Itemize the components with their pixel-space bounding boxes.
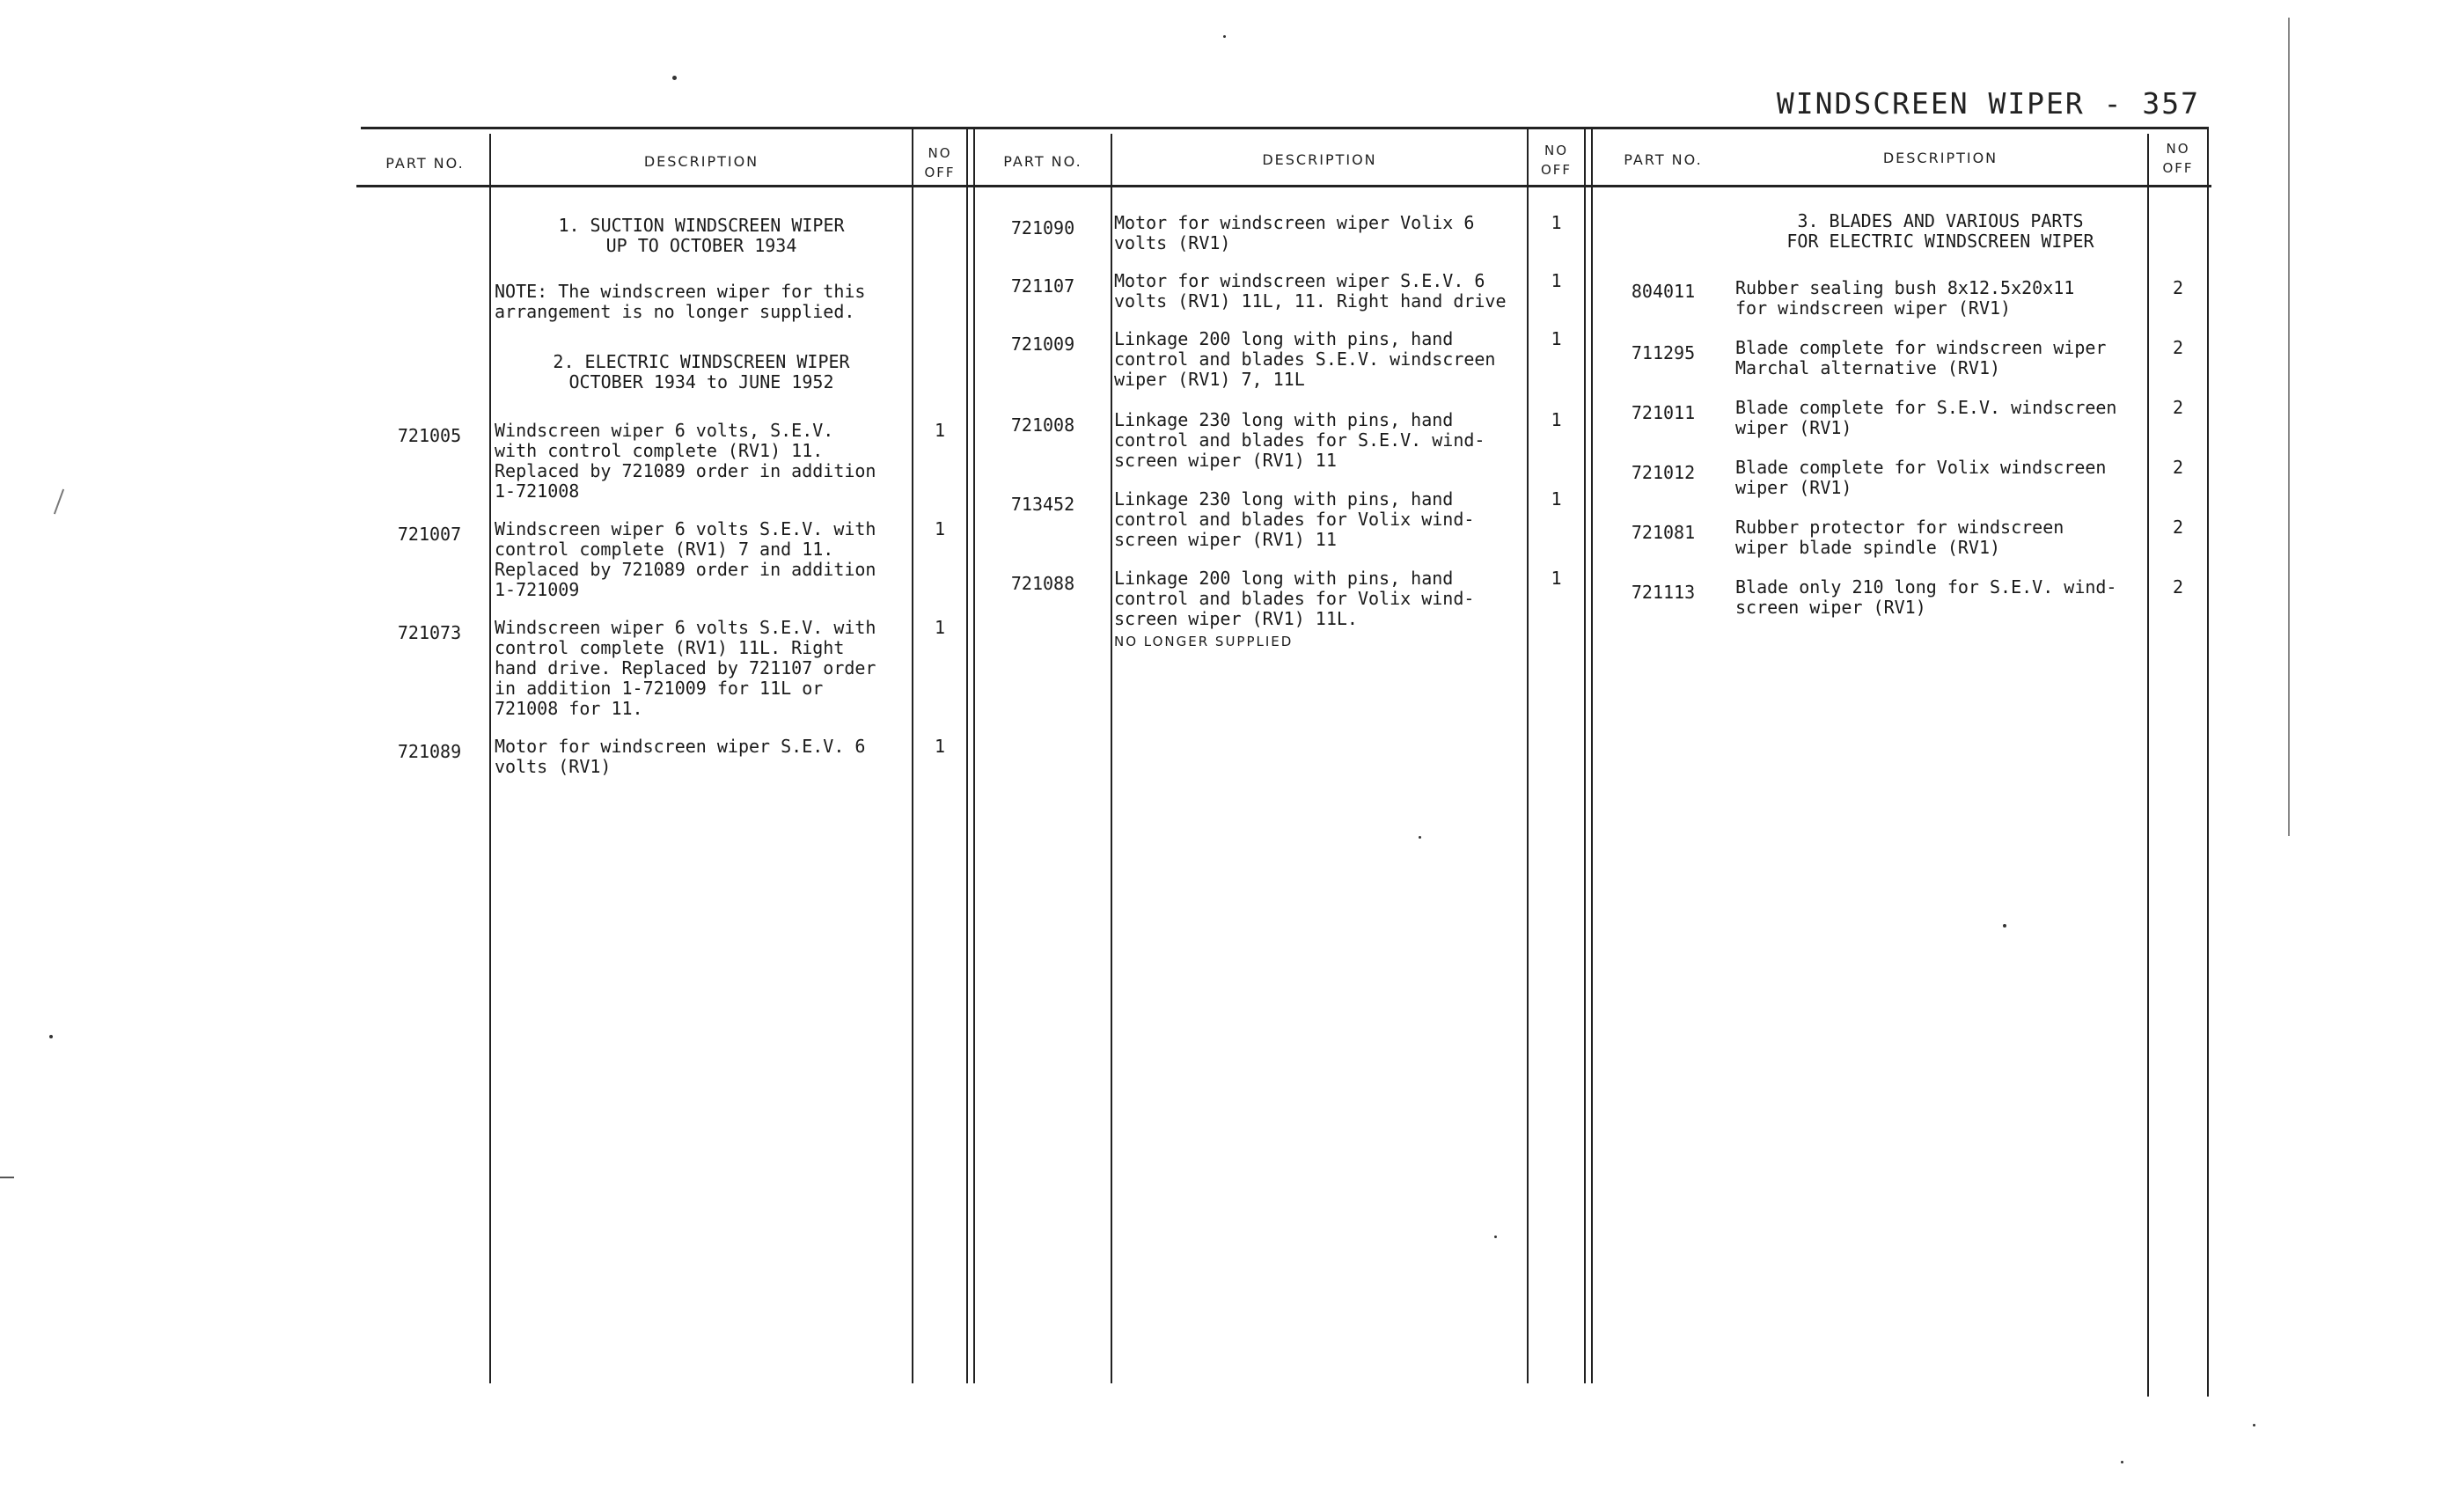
column-rule [1111, 134, 1112, 1383]
part-description: Linkage 230 long with pins, hand control and blades for Volix wind- screen wiper (RV1) 11 [1114, 488, 1475, 550]
header-part-no: PART NO. [1624, 151, 1703, 168]
part-number: 721090 [1010, 217, 1075, 238]
column-rule [489, 134, 491, 1383]
page-title: WINDSCREEN WIPER - 357 [1776, 86, 2200, 121]
part-description: Linkage 200 long with pins, hand control and blades for Volix wind- screen wiper (RV1) 11L. [1114, 568, 1475, 629]
part-description: Rubber sealing bush 8x12.5x20x11 for windscreen wiper (RV1) [1735, 277, 2075, 319]
part-number: 721107 [1010, 275, 1075, 297]
part-description: Blade complete for S.E.V. windscreen wiper (RV1) [1735, 397, 2117, 438]
column-rule [1527, 128, 1529, 1383]
quantity: 1 [934, 736, 946, 757]
header-rule [356, 185, 2211, 187]
scan-mark [54, 489, 64, 515]
quantity: 1 [934, 420, 946, 441]
column-rule [2207, 128, 2209, 1397]
part-number: 721113 [1631, 582, 1696, 603]
header-no-off: NO OFF [1540, 143, 1573, 178]
section-heading: 2. ELECTRIC WINDSCREEN WIPER OCTOBER 1934 to JUNE 1952 [553, 351, 850, 392]
header-description: DESCRIPTION [643, 153, 759, 170]
scan-speck [49, 1035, 53, 1038]
part-number: 721009 [1010, 334, 1075, 355]
scan-speck [1223, 35, 1226, 38]
part-description: Blade only 210 long for S.E.V. wind- screen wiper (RV1) [1735, 576, 2117, 618]
discontinued-note: NO LONGER SUPPLIED [1114, 634, 1294, 649]
quantity: 1 [1551, 409, 1562, 430]
section-heading: 3. BLADES AND VARIOUS PARTS FOR ELECTRIC WINDSCREEN WIPER [1786, 210, 2094, 252]
quantity: 2 [2172, 337, 2184, 358]
page-edge-rule [2288, 18, 2290, 836]
column-rule [1584, 128, 1586, 1383]
quantity: 2 [2172, 277, 2184, 298]
part-description: Linkage 200 long with pins, hand control and blades S.E.V. windscreen wiper (RV1) 7, 11L [1114, 328, 1496, 390]
quantity: 2 [2172, 576, 2184, 598]
quantity: 1 [934, 518, 946, 539]
part-description: Motor for windscreen wiper S.E.V. 6 volts (RV1) 11L, 11. Right hand drive [1114, 270, 1507, 312]
column-rule [1591, 128, 1593, 1383]
header-description: DESCRIPTION [1262, 151, 1377, 168]
part-number: 711295 [1631, 342, 1696, 363]
part-number: 721005 [397, 425, 462, 446]
column-rule [2147, 134, 2149, 1397]
part-description: Motor for windscreen wiper Volix 6 volts (RV1) [1114, 212, 1475, 253]
part-number: 721012 [1631, 462, 1696, 483]
scan-speck [2253, 1424, 2255, 1426]
part-number: 721008 [1010, 414, 1075, 436]
column-rule [966, 128, 968, 1383]
quantity: 1 [934, 617, 946, 638]
part-description: Linkage 230 long with pins, hand control and blades for S.E.V. wind- screen wiper (RV1) 11 [1114, 409, 1485, 471]
scan-speck [672, 76, 677, 80]
quantity: 1 [1551, 488, 1562, 510]
header-no-off: NO OFF [924, 145, 956, 180]
note-text: NOTE: The windscreen wiper for this arrangement is no longer supplied. [495, 281, 866, 322]
part-description: Windscreen wiper 6 volts, S.E.V. with control complete (RV1) 11. Replaced by 721089 order in addition 1-721008 [495, 420, 876, 502]
scan-speck [1419, 836, 1421, 839]
part-description: Windscreen wiper 6 volts S.E.V. with control complete (RV1) 7 and 11. Replaced by 721089 order in addition 1-721009 [495, 518, 876, 600]
part-number: 721011 [1631, 402, 1696, 423]
section-heading: 1. SUCTION WINDSCREEN WIPER UP TO OCTOBER 1934 [558, 215, 845, 256]
top-rule [361, 127, 2209, 129]
part-description: Blade complete for windscreen wiper Marchal alternative (RV1) [1735, 337, 2107, 378]
header-part-no: PART NO. [1003, 153, 1082, 170]
scan-speck [2121, 1461, 2123, 1463]
header-part-no: PART NO. [385, 155, 465, 172]
column-rule [973, 128, 975, 1383]
quantity: 1 [1551, 328, 1562, 349]
header-no-off: NO OFF [2162, 141, 2194, 176]
part-number: 721088 [1010, 573, 1075, 594]
scan-speck [1494, 1236, 1497, 1238]
scan-mark [0, 1177, 14, 1178]
scan-speck [2003, 924, 2006, 928]
part-number: 721089 [397, 741, 462, 762]
part-description: Windscreen wiper 6 volts S.E.V. with control complete (RV1) 11L. Right hand drive. Replaced by 721107 order in addition 1-721009 for 11L or 721008 for 11. [495, 617, 876, 719]
header-description: DESCRIPTION [1882, 150, 1998, 166]
quantity: 1 [1551, 212, 1562, 233]
part-number: 713452 [1010, 494, 1075, 515]
quantity: 2 [2172, 517, 2184, 538]
part-description: Motor for windscreen wiper S.E.V. 6 volts (RV1) [495, 736, 866, 777]
part-number: 721007 [397, 524, 462, 545]
quantity: 1 [1551, 568, 1562, 589]
quantity: 2 [2172, 397, 2184, 418]
quantity: 1 [1551, 270, 1562, 291]
part-number: 721073 [397, 622, 462, 643]
part-description: Rubber protector for windscreen wiper blade spindle (RV1) [1735, 517, 2064, 558]
part-description: Blade complete for Volix windscreen wiper (RV1) [1735, 457, 2107, 498]
quantity: 2 [2172, 457, 2184, 478]
part-number: 721081 [1631, 522, 1696, 543]
part-number: 804011 [1631, 281, 1696, 302]
